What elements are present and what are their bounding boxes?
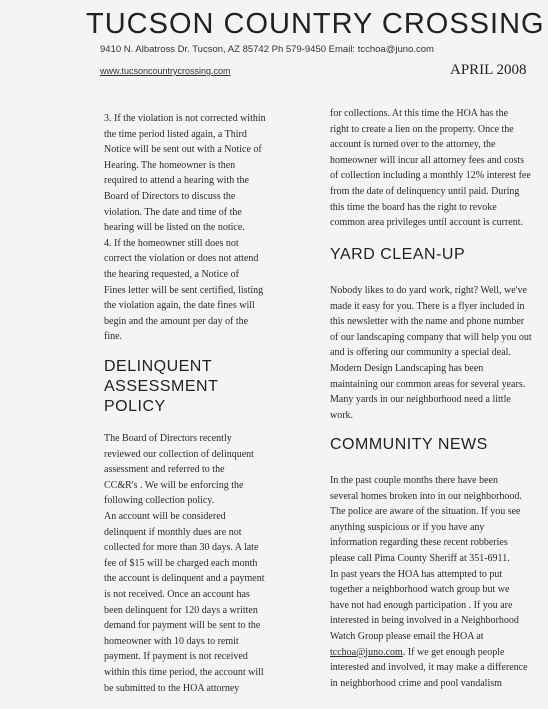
text-line: have not had enough participation . If you are	[330, 599, 513, 611]
text-line: Modern Design Landscaping has been	[330, 362, 484, 374]
text-line: interested and involved, it may make a difference	[330, 662, 528, 674]
community-news-heading: COMMUNITY NEWS	[330, 436, 488, 453]
text-line: the hearing requested, a Notice of	[104, 268, 239, 280]
left-column	[104, 111, 296, 345]
text-line: Fines letter will be sent certified, listing	[104, 284, 264, 296]
yard-cleanup-text	[330, 283, 535, 423]
text-line: maintaining our common areas for several years.	[330, 378, 526, 390]
text-line: from the date of delinquency until paid. During	[330, 185, 520, 197]
text-line: and is offering our community a special deal.	[330, 347, 511, 359]
text-line: of collection including a monthly 12% interest fee	[330, 170, 531, 182]
text-line: delinquent if monthly dues are not	[104, 526, 242, 538]
email-line-tail: . If we get enough people	[402, 646, 505, 658]
text-line: homeowner with 10 days to remit	[104, 635, 239, 647]
text-line: the violation again, the date fines will	[104, 300, 255, 312]
text-line: for collections. At this time the HOA has the	[330, 108, 509, 119]
text-line: CC&R's . We will be enforcing the	[104, 479, 244, 491]
text-line: interested in being involved in a Neighborhood	[330, 615, 519, 627]
text-line: following collection policy.	[104, 495, 215, 507]
text-line: The Board of Directors recently	[104, 433, 232, 444]
text-line: Notice will be sent out with a Notice of	[104, 144, 262, 156]
text-line: in neighborhood crime and pool vandalism	[330, 677, 502, 689]
text-line: made it easy for you. There is a flyer included in	[330, 300, 525, 312]
text-line: In the past couple months there have been	[330, 475, 498, 486]
text-line: is not received. Once an account has	[104, 588, 250, 600]
text-line: the time period listed again, a Third	[104, 128, 247, 140]
delinquent-policy-text	[104, 431, 296, 696]
text-line: reviewed our collection of delinquent	[104, 448, 254, 460]
text-line: right to create a lien on the property. Once the	[330, 123, 514, 135]
text-line: within this time period, the account will	[104, 666, 264, 678]
text-line: 3. If the violation is not corrected within	[104, 113, 266, 124]
text-line: this time the board has the right to revoke	[330, 201, 497, 213]
text-line: begin and the amount per day of the	[104, 315, 249, 327]
text-line: 4. If the homeowner still does not	[104, 237, 239, 249]
text-line: DELINQUENT	[104, 358, 213, 375]
community-news-text	[330, 473, 535, 691]
text-line: this newsletter with the name and phone number	[330, 316, 525, 328]
text-line: fee of $15 will be charged each month	[104, 557, 258, 569]
text-line: violation. The date and time of the	[104, 206, 242, 218]
text-line: Hearing. The homeowner is then	[104, 159, 236, 171]
text-line: assessment and referred to the	[104, 464, 225, 476]
text-line: been delinquent for 120 days a written	[104, 604, 258, 616]
violation-procedure-text	[104, 111, 296, 345]
delinquent-policy-heading	[104, 357, 218, 417]
text-line: together a neighborhood watch group but we	[330, 584, 510, 596]
text-line: common area privileges until account is current.	[330, 217, 523, 229]
text-line: Many yards in our neighborhood need a little	[330, 394, 511, 406]
text-line: The police are aware of the situation. If you see	[330, 506, 521, 518]
hoa-email-link[interactable]: tcchoa@juno.com	[330, 646, 403, 658]
issue-date: APRIL 2008	[450, 62, 527, 78]
text-line: ASSESSMENT	[104, 378, 219, 395]
text-line: Watch Group please email the HOA at	[330, 630, 484, 642]
text-line: demand for payment will be sent to the	[104, 620, 261, 632]
text-line: homeowner will incur all attorney fees and costs	[330, 154, 525, 166]
text-line: POLICY	[104, 398, 166, 415]
text-line: Nobody likes to do yard work, right? Well, we've	[330, 285, 527, 296]
text-line: In past years the HOA has attempted to put	[330, 568, 503, 580]
text-line: correct the violation or does not attend	[104, 253, 259, 265]
masthead-title: TUCSON COUNTRY CROSSING	[86, 8, 545, 40]
text-line	[330, 645, 535, 661]
text-line: the account is delinquent and a payment	[104, 573, 265, 585]
text-line: collected for more than 30 days. A late	[104, 542, 259, 554]
text-line: several homes broken into in our neighborhood.	[330, 490, 522, 502]
text-line: account is turned over to the attorney, the	[330, 139, 496, 151]
website-link[interactable]: www.tucsoncountrycrossing.com	[100, 66, 231, 76]
text-line: An account will be considered	[104, 510, 226, 522]
text-line: please call Pima County Sheriff at 351-6911.	[330, 552, 510, 564]
yard-cleanup-heading: YARD CLEAN-UP	[330, 246, 466, 263]
text-line: hearing will be listed on the notice.	[104, 222, 245, 234]
text-line: information regarding these recent robberies	[330, 537, 508, 549]
text-line: required to attend a hearing with the	[104, 175, 249, 187]
text-line: payment. If payment is not received	[104, 651, 248, 663]
collections-text	[330, 106, 535, 231]
masthead-contact: 9410 N. Albatross Dr. Tucson, AZ 85742 Ph 579-9450 Email: tcchoa@juno.com	[100, 44, 434, 55]
text-line: Board of Directors to discuss the	[104, 190, 236, 202]
text-line: work.	[330, 409, 354, 421]
text-line: of our landscaping company that will help you out	[330, 331, 532, 343]
text-line: fine.	[104, 331, 123, 343]
text-line: anything suspicious or if you have any	[330, 521, 485, 533]
text-line: be submitted to the HOA attorney	[104, 682, 240, 694]
